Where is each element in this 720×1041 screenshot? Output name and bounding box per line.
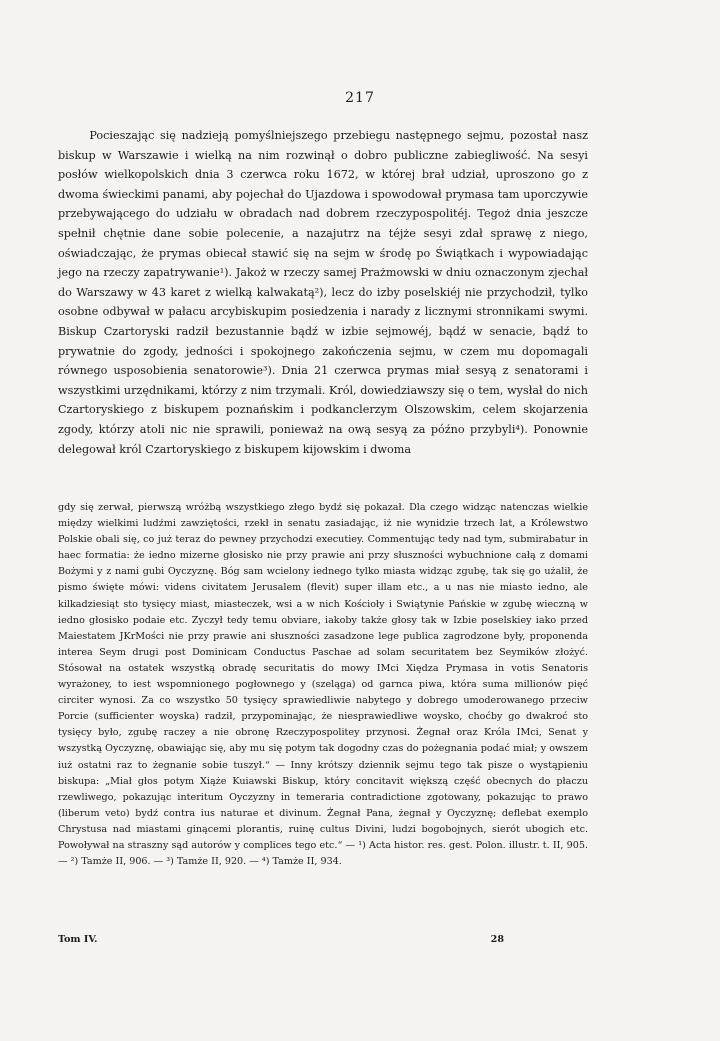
- volume-signature: Tom IV.: [58, 934, 98, 945]
- footnotes: [58, 500, 588, 870]
- main-paragraph: Pocieszając się nadzieją pomyślniejszego przebiegu następnego sejmu, pozostał nasz biskup w Warszawie i wielką na nim rozwinął o dobro publiczne zabiegliwość. Na sesyi posłów wielkopolskich dnia 3 czerwca roku 1672, w której brał udział, uproszono go z dwoma świeckimi panami, aby pojechał do Ujazdowa i spowodował prymasa tam uporczywie przebywającego do udziału w obradach nad dobrem rzeczypospolitéj. Tegoż dnia jeszcze spełnił chętnie dane sobie polecenie, a nazajutrz na téjże sesyi zdał sprawę z niego, oświadczając, że prymas obiecał stawić się na sejm w środę po Świątkach i wypowiadając jego na rzeczy zapatrywanie¹). Jakoż w rzeczy samej Prażmowski w dniu oznaczonym zjechał do Warszawy w 43 karet z wielką kalwakatą²), lecz do izby poselskiéj nie przychodził, tylko osobne odbywał w pałacu arcybiskupim posiedzenia i narady z licznymi stronnikami swymi. Biskup Czartoryski radził bezustannie bądź w izbie sejmowéj, bądź w senacie, bądź to prywatnie do zgody, jedności i spokojnego zakończenia sejmu, w czem mu dopomagali równego usposobienia senatorowie³). Dnia 21 czerwca prymas miał sesyą z senatorami i wszystkimi urzędnikami, którzy z nim trzymali. Król, dowiedziawszy się o tem, wysłał do nich Czartoryskiego z biskupem poznańskim i podkanclerzym Olszowskim, celem skojarzenia zgody, którzy atoli nic nie sprawili, ponieważ na ową sesyą za późno przybyli⁴). Ponownie delegował król Czartoryskiego z biskupem kijowskim i dwoma: [58, 129, 588, 456]
- footnote-text: gdy się zerwał, pierwszą wróżbą wszystkiego złego bydź się pokazał. Dla czego widząc natenczas wielkie między wielkimi ludźmi zawziętości, rzekł in senatu zasiadając, iż nie wynidzie trzech lat, a Królewstwo Polskie obali się, co już teraz do pewney przychodzi executiey. Commentując tedy nad tym, submirabatur in haec formatia: że iedno mizerne głosisko nie przy prawie ani przy słuszności wybuchnione całą z domami Bożymi y z nami gubi Oyczyznę. Bóg sam wcielony iednego tylko miasta widząc zgubę, tak się go użalił, że pismo święte mówi: videns civitatem Jerusalem (flevit) super illam etc., a u nas nie miasto iedno, ale kilkadziesiąt sto tysięcy miast, miasteczek, wsi a w nich Kościoły i Swiątynie Pańskie w zgubę wieczną w iedno głosisko podaie etc. Zyczył tedy temu obviare, iakoby także głosy tak w Izbie poselskiey iako przed Maiestatem JKrMości nie przy prawie ani słuszności zasadzone lege publica zagrodzone były, proponenda interea Seym drugi post Dominicam Conductus Paschae ad solam securitatem bez Seymików złożyć. Stósował na ostatek wszystką obradę securitatis do mowy IMci Xiędza Prymasa in votis Senatoris wyrażoney, to iest wspomnionego pogłownego y (szeląga) od garnca piwa, która suma millionów pięć circiter wynosi. Za co wszystko 50 tysięcy sprawiedliwie nabytego y dobrego umoderowanego przeciw Porcie (sufficienter woyska) radził, przypominając, że niesprawiedliwe woysko, choćby go dwakroć sto tysięcy było, zgubę raczey a nie obronę Rzeczypospolitey przynosi. Żegnał oraz Króla IMci, Senat y wszystką Oyczyznę, obawiając się, aby mu się potym tak dogodny czas do pożegnania podać miał; y owszem iuż ostatni raz to żegnanie sobie tuszył.“ — Inny krótszy dziennik sejmu tego tak pisze o wystąpieniu biskupa: „Miał głos potym Xiąże Kuiawski Biskup, który concitavit większą część obecnych do płaczu rzewliwego, pokazując interitum Oyczyzny in temeraria contradictione zgotowany, pokazując to prawo (liberum veto) bydź contra ius naturae et divinum. Żegnał Pana, żegnał y Oyczyznę; deflebat exemplo Chrystusa nad miastami ginącemi plorantis, ruinę cultus Divini, ludzi bogobojnych, sierót ubogich etc. Powoływał na straszny sąd autorów y complices tego etc.“ — ¹) Acta histor. res. gest. Polon. illustr. t. II, 905. — ²) Tamże II, 906. — ³) Tamże II, 920. — ⁴) Tamże II, 934.: [58, 502, 588, 868]
- page-number: 217: [345, 90, 375, 106]
- main-text: [58, 126, 588, 459]
- sheet-number: 28: [490, 934, 504, 945]
